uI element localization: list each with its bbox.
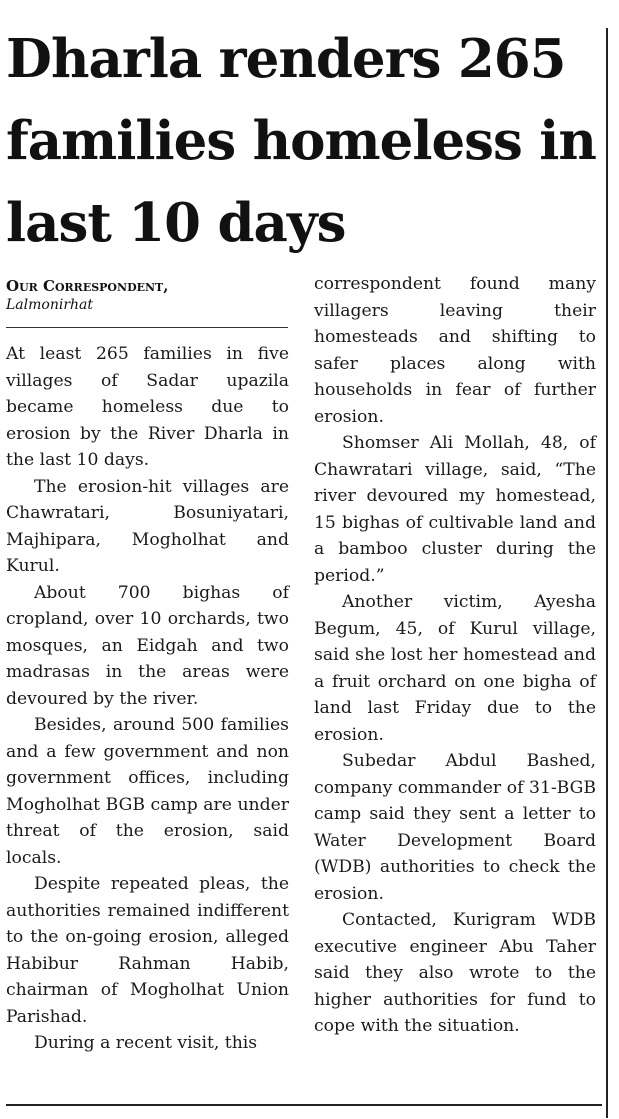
article-column-right [314,271,596,1040]
article-paragraph: During a recent visit, this [34,1033,258,1053]
article-paragraph: Besides, around 500 families and a few government and non government offices, including Mogholhat BGB camp are under threat of the erosion, said locals. [6,715,289,868]
column-divider-right [606,28,608,1118]
article-bottom-rule [6,1104,602,1106]
article-paragraph: Subedar Abdul Bashed, company commander of 31-BGB camp said they sent a letter to Water Development Board (WDB) authorities to check the erosion. [314,751,596,904]
article-paragraph: Shomser Ali Mollah, 48, of Chawratari village, said, “The river devoured my homestead, 15 bighas of cultivable land and a bamboo cluster during the period.” [314,433,596,586]
article-paragraph: correspondent found many villagers leaving their homesteads and shifting to safer places along with households in fear of further erosion. [314,274,596,427]
byline-location: Lalmonirhat [6,297,94,313]
byline [6,276,290,314]
article-paragraph: About 700 bighas of cropland, over 10 orchards, two mosques, an Eidgah and two madrasas in the areas were devoured by the river. [6,582,289,709]
article-column-left [6,341,289,1057]
article-paragraph: The erosion-hit villages are Chawratari, Bosuniyatari, Majhipara, Mogholhat and Kurul. [6,476,289,576]
byline-author: Our Correspondent, [6,277,169,295]
article-paragraph: Another victim, Ayesha Begum, 45, of Kurul village, said she lost her homestead and a fruit orchard on one bigha of land last Friday due to the erosion. [314,592,596,745]
headline: Dharla renders 265 families homeless in last 10 days [6,28,596,254]
article-paragraph: Contacted, Kurigram WDB executive engineer Abu Taher said they also wrote to the higher authorities for fund to cope with the situation. [314,910,596,1036]
byline-divider [6,327,288,328]
article-paragraph: At least 265 families in five villages of Sadar upazila became homeless due to erosion by the River Dharla in the last 10 days. [6,344,289,470]
article-paragraph: Despite repeated pleas, the authorities remained indifferent to the on-going erosion, alleged Habibur Rahman Habib, chairman of Mogholhat Union Parishad. [6,874,289,1027]
